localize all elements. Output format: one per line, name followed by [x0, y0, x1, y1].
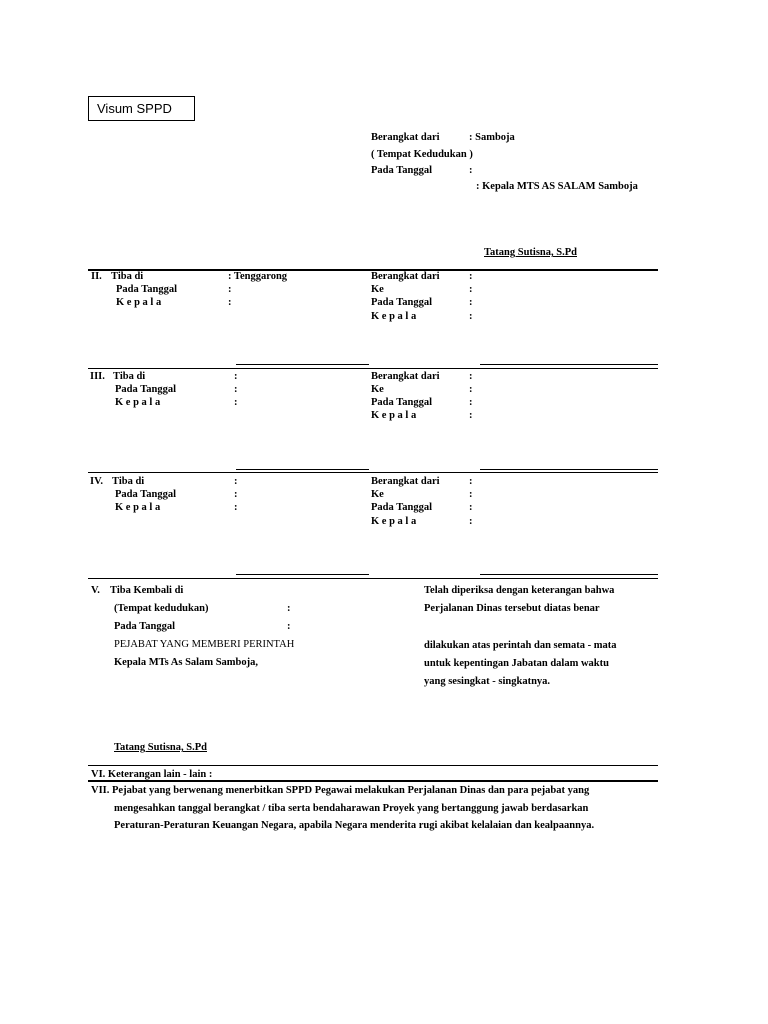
tempat-kedudukan-label: ( Tempat Kedudukan ) — [371, 149, 473, 160]
kepala-label: K e p a l a — [116, 297, 162, 308]
pada-tanggal-colon: : — [469, 165, 473, 176]
pada-tanggal-label: Pada Tanggal — [371, 502, 432, 513]
colon: : — [469, 397, 473, 408]
tiba-di-value: : Tenggarong — [228, 271, 288, 282]
ke-label: Ke — [371, 489, 384, 500]
pada-tanggal-label: Pada Tanggal — [371, 397, 432, 408]
colon: : — [234, 397, 238, 408]
section-numeral: IV. — [90, 476, 103, 487]
visum-box — [88, 96, 195, 121]
verification-line: Telah diperiksa dengan keterangan bahwa — [424, 585, 615, 596]
colon: : — [469, 502, 473, 513]
verification-line: untuk kepentingan Jabatan dalam waktu — [424, 658, 609, 669]
note-line: mengesahkan tanggal berangkat / tiba serta bendaharawan Proyek yang bertanggung jawab berdasarkan — [114, 803, 589, 814]
tiba-di-label: Tiba di — [112, 476, 145, 487]
tiba-di-label: Tiba di — [113, 371, 146, 382]
berangkat-dari-label: Berangkat dari — [371, 132, 440, 143]
pada-tanggal-label: Pada Tanggal — [371, 297, 432, 308]
signature-line — [480, 364, 658, 365]
colon: : — [287, 603, 291, 614]
berangkat-dari-value: : Samboja — [469, 132, 515, 143]
kepala-label: K e p a l a — [371, 311, 417, 322]
verification-line: dilakukan atas perintah dan semata - mata — [424, 640, 617, 651]
berangkat-dari-label: Berangkat dari — [371, 371, 440, 382]
colon: : — [469, 384, 473, 395]
visum-title: Visum SPPD — [97, 101, 172, 116]
colon: : — [234, 371, 238, 382]
divider-line — [88, 578, 658, 579]
section-numeral: II. — [91, 271, 102, 282]
colon: : — [469, 410, 473, 421]
kepala-label: Kepala MTs As Salam Samboja, — [114, 657, 259, 668]
colon: : — [287, 621, 291, 632]
section-numeral: III. — [90, 371, 105, 382]
section-numeral: V. — [91, 585, 100, 596]
tiba-di-label: Tiba di — [111, 271, 144, 282]
colon: : — [469, 516, 473, 527]
pada-tanggal-label: Pada Tanggal — [115, 384, 176, 395]
pada-tanggal-label: Pada Tanggal — [114, 621, 175, 632]
colon: : — [228, 284, 232, 295]
colon: : — [234, 384, 238, 395]
divider-line — [88, 765, 658, 766]
kepala-label: K e p a l a — [115, 502, 161, 513]
pejabat-label: PEJABAT YANG MEMBERI PERINTAH — [114, 639, 295, 650]
signature-line — [480, 469, 658, 470]
signature-line — [236, 469, 369, 470]
colon: : — [469, 371, 473, 382]
colon: : — [469, 271, 473, 282]
kepala-label: K e p a l a — [371, 516, 417, 527]
berangkat-dari-label: Berangkat dari — [371, 271, 440, 282]
ke-label: Ke — [371, 384, 384, 395]
kepala-label: K e p a l a — [115, 397, 161, 408]
signatory-name: Tatang Sutisna, S.Pd — [114, 742, 207, 753]
keterangan-lain-label: VI. Keterangan lain - lain : — [91, 769, 213, 780]
signature-line — [236, 364, 369, 365]
note-line: Peraturan-Peraturan Keuangan Negara, apabila Negara menderita rugi akibat kelalaian dan kealpaannya. — [114, 820, 595, 831]
colon: : — [234, 489, 238, 500]
colon: : — [469, 476, 473, 487]
tempat-kedudukan-label: (Tempat kedudukan) — [114, 603, 209, 614]
pada-tanggal-label: Pada Tanggal — [115, 489, 176, 500]
colon: : — [234, 502, 238, 513]
colon: : — [469, 284, 473, 295]
note-line: VII. Pejabat yang berwenang menerbitkan SPPD Pegawai melakukan Perjalanan Dinas dan para pejabat yang — [91, 785, 590, 796]
colon: : — [469, 297, 473, 308]
divider-line — [88, 780, 658, 782]
berangkat-dari-label: Berangkat dari — [371, 476, 440, 487]
colon: : — [228, 297, 232, 308]
colon: : — [469, 311, 473, 322]
ke-label: Ke — [371, 284, 384, 295]
signature-line — [236, 574, 369, 575]
signature-line — [480, 574, 658, 575]
divider-line — [88, 368, 658, 369]
signatory-name: Tatang Sutisna, S.Pd — [484, 247, 577, 258]
colon: : — [469, 489, 473, 500]
divider-line — [88, 472, 658, 473]
tiba-kembali-label: Tiba Kembali di — [110, 585, 184, 596]
kepala-label: K e p a l a — [371, 410, 417, 421]
pada-tanggal-label: Pada Tanggal — [116, 284, 177, 295]
pada-tanggal-label: Pada Tanggal — [371, 165, 432, 176]
colon: : — [234, 476, 238, 487]
kepala-value: : Kepala MTS AS SALAM Samboja — [476, 181, 638, 192]
verification-line: Perjalanan Dinas tersebut diatas benar — [424, 603, 600, 614]
verification-line: yang sesingkat - singkatnya. — [424, 676, 551, 687]
